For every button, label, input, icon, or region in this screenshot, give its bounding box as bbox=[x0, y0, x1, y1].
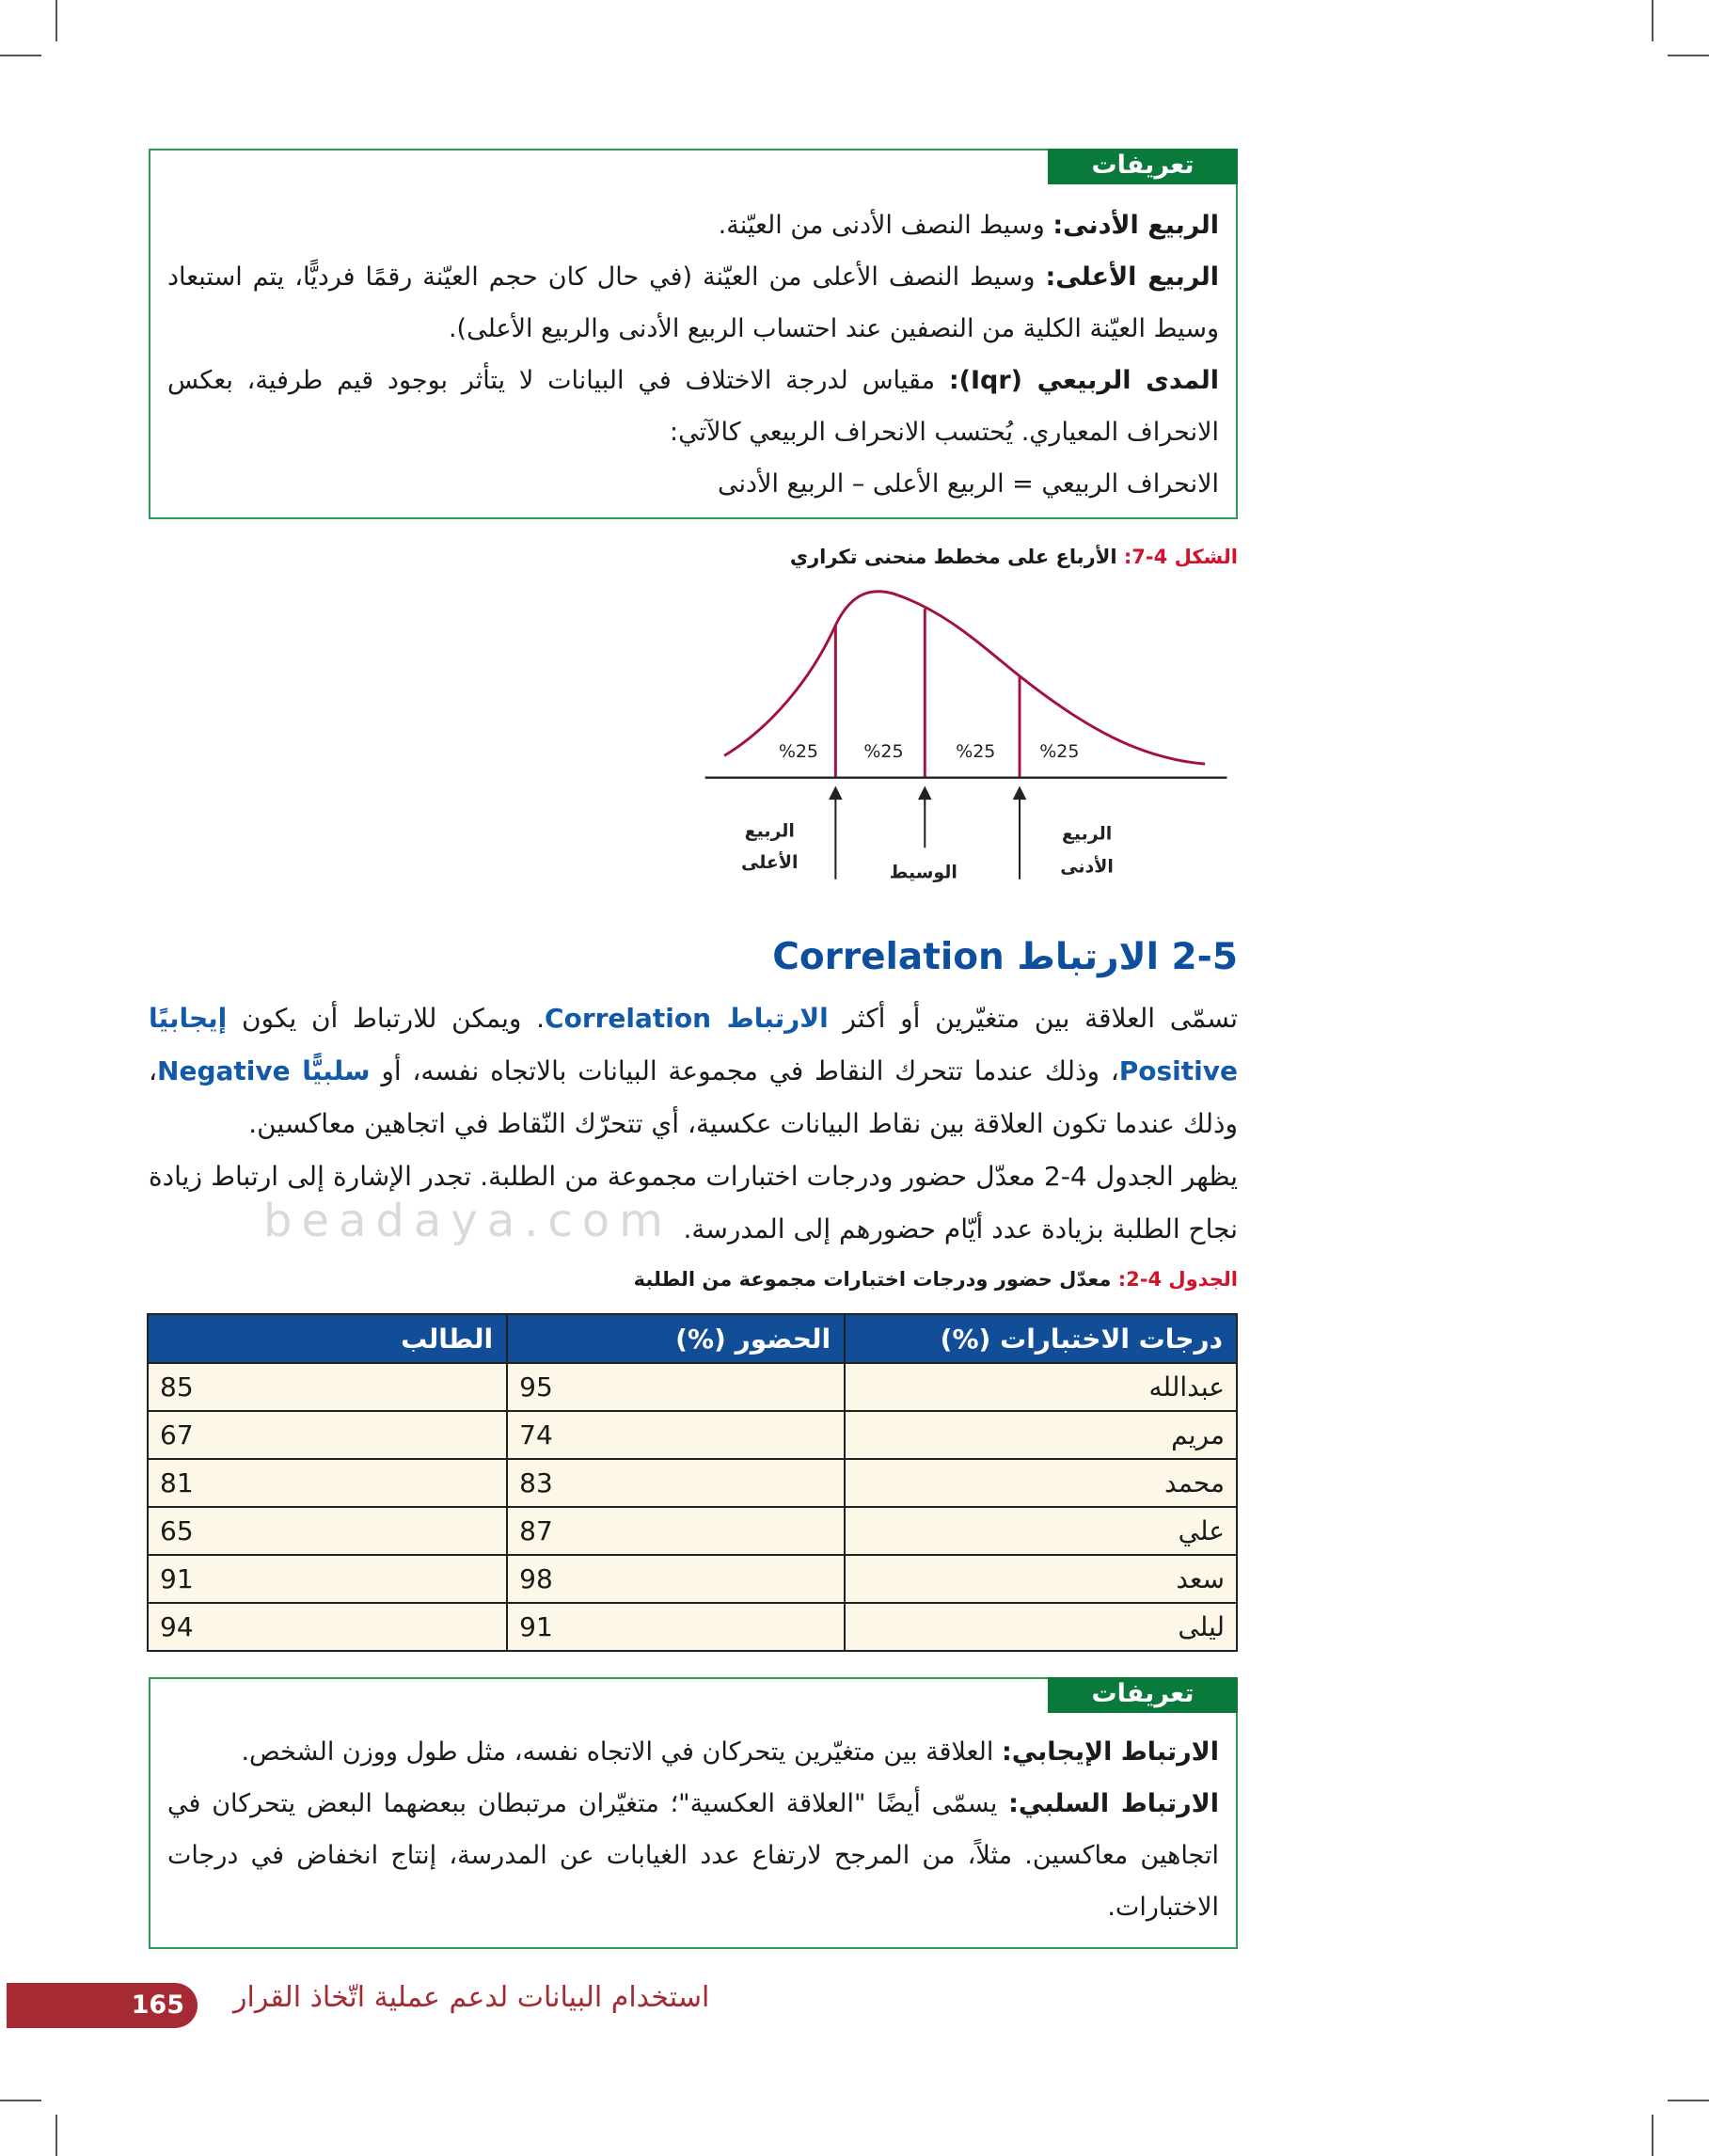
table-cell: 67 bbox=[148, 1411, 507, 1459]
watermark: beadaya.com bbox=[263, 1195, 673, 1247]
paragraph-table-intro: يظهر الجدول 4-2 معدّل حضور ودرجات اختبارات مجموعة من الطلبة. تجدر الإشارة إلى ارتباط زيادة نجاح الطلبة بزيادة عدد أيّام حضورهم إلى المدرسة. bbox=[149, 1161, 1238, 1244]
table-cell: 98 bbox=[507, 1555, 845, 1603]
crop-mark bbox=[55, 0, 57, 41]
section-body bbox=[149, 992, 1238, 1256]
paragraph-correlation: تسمّى العلاقة بين متغيّرين أو أكثر الارتباط Correlation. ويمكن للارتباط أن يكون إيجابيًا Positive، وذلك عندما تتحرك النقاط في مجموعة البيانات بالاتجاه نفسه، أو سلبيًّا Negative، وذلك عندما تكون العلاقة بين نقاط البيانات عكسية، أي تتحرّك النّقاط في اتجاهين معاكسين. bbox=[149, 1003, 1239, 1139]
segment-label: %25 bbox=[863, 740, 904, 762]
upper-quartile-label: الأعلى bbox=[741, 852, 799, 874]
crop-mark bbox=[1652, 0, 1654, 41]
table-row bbox=[148, 1603, 1237, 1651]
column-header: الحضور (%) bbox=[507, 1314, 845, 1363]
table-cell: 85 bbox=[148, 1363, 507, 1411]
upper-quartile-label: الربيع bbox=[744, 820, 795, 842]
page-number: 165 bbox=[7, 1983, 198, 2028]
table-cell: 95 bbox=[507, 1363, 845, 1411]
crop-mark bbox=[0, 2100, 41, 2101]
table-row bbox=[148, 1507, 1237, 1555]
table-cell: ليلى bbox=[845, 1603, 1237, 1651]
table-cell: 91 bbox=[507, 1603, 845, 1651]
frequency-curve bbox=[724, 592, 1205, 764]
definition-lower-quartile: الربيع الأدنى: وسيط النصف الأدنى من العيّنة. bbox=[718, 211, 1219, 240]
segment-label: %25 bbox=[956, 740, 996, 762]
definition-positive-correlation: الارتباط الإيجابي: العلاقة بين متغيّرين يتحركان في الاتجاه نفسه، مثل طول ووزن الشخص. bbox=[241, 1737, 1219, 1767]
definition-negative-correlation: الارتباط السلبي: يسمّى أيضًا "العلاقة العكسية"؛ متغيّران مرتبطان ببعضهما البعض يتحركان في اتجاهين معاكسين. مثلاً، من المرجح لارتفاع عدد الغيابات عن المدرسة، إنتاج انخفاض في درجات الاختبارات. bbox=[167, 1789, 1219, 1922]
arrow-lower-quartile bbox=[1013, 785, 1027, 879]
definitions-box bbox=[149, 1677, 1238, 1949]
quartile-frequency-curve bbox=[701, 579, 1237, 889]
table-cell: 91 bbox=[148, 1555, 507, 1603]
segment-label: %25 bbox=[778, 740, 819, 762]
table-cell: سعد bbox=[845, 1555, 1237, 1603]
definitions-tag: تعريفات bbox=[1048, 1677, 1238, 1713]
table-cell: عبدالله bbox=[845, 1363, 1237, 1411]
arrow-median bbox=[918, 785, 932, 848]
crop-mark bbox=[55, 2115, 57, 2156]
table-row bbox=[148, 1555, 1237, 1603]
table-cell: علي bbox=[845, 1507, 1237, 1555]
column-header: درجات الاختبارات (%) bbox=[845, 1314, 1237, 1363]
table-cell: 65 bbox=[148, 1507, 507, 1555]
table-row bbox=[148, 1363, 1237, 1411]
table-caption: الجدول 4-2: معدّل حضور ودرجات اختبارات مجموعة من الطلبة bbox=[633, 1268, 1238, 1291]
table-cell: 87 bbox=[507, 1507, 845, 1555]
table-row bbox=[148, 1459, 1237, 1507]
table-cell: 81 bbox=[148, 1459, 507, 1507]
table-cell: 94 bbox=[148, 1603, 507, 1651]
iqr-formula: الانحراف الربيعي = الربيع الأعلى – الربيع الأدنى bbox=[718, 469, 1219, 499]
median-label: الوسيط bbox=[889, 862, 957, 883]
table-cell: 74 bbox=[507, 1411, 845, 1459]
crop-mark bbox=[0, 55, 41, 56]
lower-quartile-label: الأدنى bbox=[1060, 856, 1114, 878]
segment-label: %25 bbox=[1039, 740, 1080, 762]
crop-mark bbox=[1668, 55, 1709, 56]
definitions-tag: تعريفات bbox=[1048, 149, 1238, 184]
definitions-box bbox=[149, 149, 1238, 519]
attendance-table bbox=[147, 1313, 1238, 1652]
arrow-upper-quartile bbox=[829, 785, 843, 879]
definition-iqr: المدى الربيعي (Iqr): مقياس لدرجة الاختلاف في البيانات لا يتأثر بوجود قيم طرفية، بعكس الانحراف المعياري. يُحتسب الانحراف الربيعي كالآتي: bbox=[167, 366, 1219, 447]
crop-mark bbox=[1652, 2115, 1654, 2156]
table-cell: 83 bbox=[507, 1459, 845, 1507]
column-header: الطالب bbox=[148, 1314, 507, 1363]
crop-mark bbox=[1668, 2100, 1709, 2101]
table-cell: محمد bbox=[845, 1459, 1237, 1507]
table-row bbox=[148, 1411, 1237, 1459]
figure-caption: الشكل 4-7: الأرباع على مخطط منحنى تكراري bbox=[789, 546, 1238, 568]
section-heading: 2-5 الارتباط Correlation bbox=[772, 936, 1238, 978]
lower-quartile-label: الربيع bbox=[1061, 823, 1113, 845]
table-cell: مريم bbox=[845, 1411, 1237, 1459]
footer-title: استخدام البيانات لدعم عملية اتّخاذ القرار bbox=[233, 1981, 710, 2014]
definition-upper-quartile: الربيع الأعلى: وسيط النصف الأعلى من العيّنة (في حال كان حجم العيّنة رقمًا فرديًّا، يتم استبعاد وسيط العيّنة الكلية من النصفين عند احتساب الربيع الأدنى والربيع الأعلى). bbox=[167, 262, 1219, 343]
